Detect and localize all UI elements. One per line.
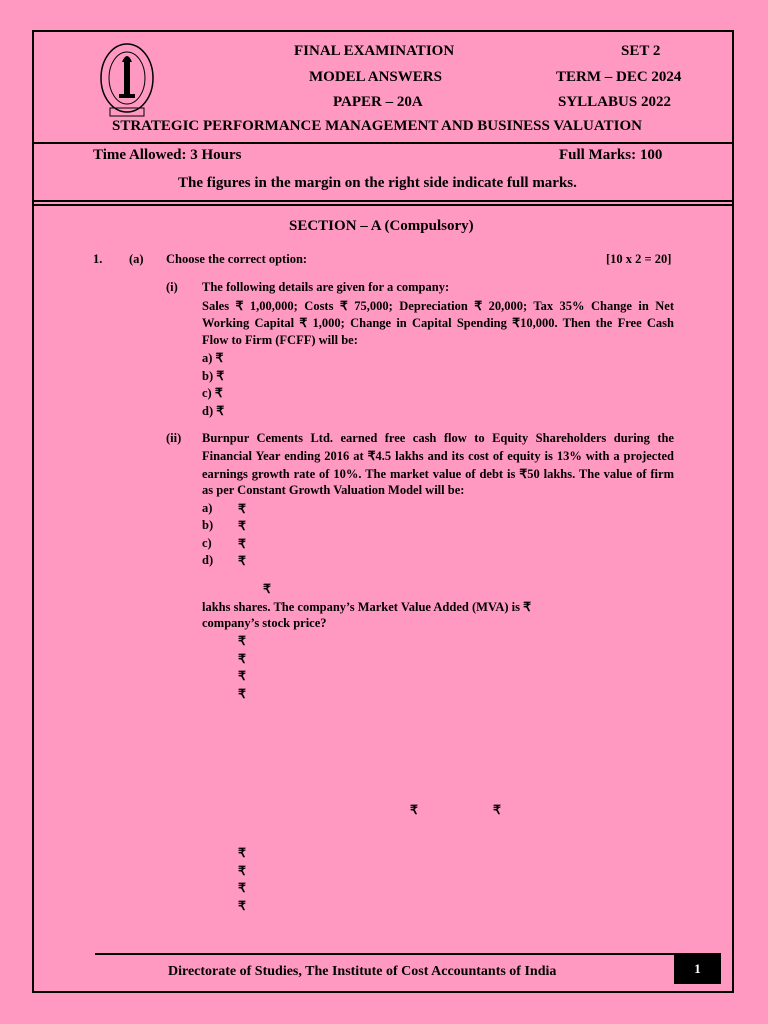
rupee-symbol: ₹ — [238, 519, 246, 533]
rupee-symbol: ₹ — [238, 537, 246, 551]
header-divider — [32, 142, 734, 144]
rupee-symbol: ₹ — [410, 803, 418, 817]
rupee-symbol: ₹ — [493, 803, 501, 817]
question-text-line: The following details are given for a company: — [202, 280, 450, 294]
rupee-symbol: ₹ — [238, 634, 246, 648]
option-c: c) — [202, 536, 212, 550]
option-b: b) ₹ — [202, 369, 225, 383]
rupee-symbol: ₹ — [238, 899, 246, 913]
question-marks: [10 x 2 = 20] — [606, 252, 672, 266]
sub-question-number: (ii) — [166, 431, 182, 445]
term-label: TERM – DEC 2024 — [556, 69, 682, 85]
rupee-symbol: ₹ — [238, 502, 246, 516]
question-text-line: Burnpur Cements Ltd. earned free cash flow to Equity Shareholders during the — [202, 431, 674, 445]
info-divider-top — [32, 200, 734, 202]
page-number: 1 — [674, 954, 721, 984]
question-number: 1. — [93, 252, 103, 266]
model-answers-label: MODEL ANSWERS — [309, 69, 442, 85]
institute-seal-logo — [98, 40, 156, 120]
question-text-line: Financial Year ending 2016 at ₹4.5 lakhs and its cost of equity is 13% with a projected — [202, 449, 674, 463]
question-instruction: Choose the correct option: — [166, 252, 308, 266]
rupee-symbol: ₹ — [263, 582, 271, 596]
question-text-line: Sales ₹ 1,00,000; Costs ₹ 75,000; Depreciation ₹ 20,000; Tax 35% Change in Net — [202, 299, 674, 313]
info-divider-bottom — [32, 204, 734, 206]
exam-title: FINAL EXAMINATION — [294, 43, 455, 59]
option-a: a) ₹ — [202, 351, 224, 365]
question-text-line: as per Constant Growth Valuation Model will be: — [202, 483, 465, 497]
rupee-symbol: ₹ — [238, 652, 246, 666]
option-d: d) ₹ — [202, 404, 225, 418]
option-d: d) — [202, 553, 214, 567]
margin-note: The figures in the margin on the right side indicate full marks. — [178, 175, 577, 191]
footer-text: Directorate of Studies, The Institute of Cost Accountants of India — [168, 964, 557, 979]
question-part: (a) — [129, 252, 144, 266]
paper-label: PAPER – 20A — [333, 94, 423, 110]
question-text-line: lakhs shares. The company’s Market Value Added (MVA) is ₹ — [202, 600, 532, 614]
question-text-line: Flow to Firm (FCFF) will be: — [202, 333, 358, 347]
rupee-symbol: ₹ — [238, 846, 246, 860]
option-a: a) — [202, 501, 213, 515]
rupee-symbol: ₹ — [238, 669, 246, 683]
question-text-line: company’s stock price? — [202, 616, 327, 630]
sub-question-number: (i) — [166, 280, 178, 294]
rupee-symbol: ₹ — [238, 687, 246, 701]
rupee-symbol: ₹ — [238, 881, 246, 895]
time-allowed: Time Allowed: 3 Hours — [93, 147, 242, 163]
section-title: SECTION – A (Compulsory) — [289, 218, 474, 234]
full-marks: Full Marks: 100 — [559, 147, 663, 163]
syllabus-label: SYLLABUS 2022 — [558, 94, 671, 110]
question-text-line: earnings growth rate of 10%. The market value of debt is ₹50 lakhs. The value of firm — [202, 467, 674, 481]
option-b: b) — [202, 518, 214, 532]
rupee-symbol: ₹ — [238, 864, 246, 878]
footer-divider — [95, 953, 721, 955]
subject-title: STRATEGIC PERFORMANCE MANAGEMENT AND BUSINESS VALUATION — [112, 118, 642, 134]
option-c: c) ₹ — [202, 386, 223, 400]
set-label: SET 2 — [621, 43, 661, 59]
rupee-symbol: ₹ — [238, 554, 246, 568]
question-text-line: Working Capital ₹ 1,000; Change in Capital Spending ₹10,000. Then the Free Cash — [202, 316, 674, 330]
